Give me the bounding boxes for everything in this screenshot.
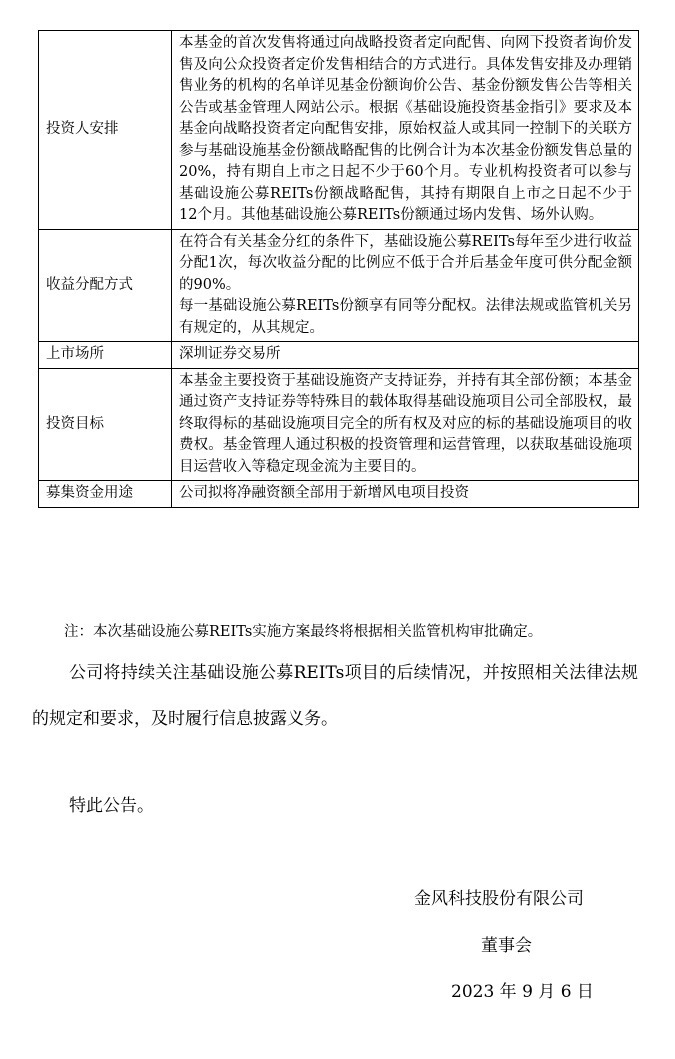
row-content [172,481,639,508]
table-row-distribution-method [39,229,639,342]
closing-statement: 特此公告。 [69,796,154,816]
row-content [172,342,639,369]
row-label: 投资目标 [39,368,172,481]
row-label: 投资人安排 [39,31,172,230]
row-label: 上市场所 [39,342,172,369]
row-content [172,229,639,342]
body-paragraph: 公司将持续关注基础设施公募REITs项目的后续情况，并按照相关法律法规的规定和要求，及时履行信息披露义务。 [32,663,638,729]
row-paragraph: 公司拟将净融资额全部用于新增风电项目投资 [179,485,469,501]
signature-company: 金风科技股份有限公司 [414,889,584,909]
row-paragraph: 深圳证券交易所 [179,346,281,362]
row-paragraph: 每一基础设施公募REITs份额享有同等分配权。法律法规或监管机关另有规定的，从其规定。 [179,298,632,336]
row-label: 收益分配方式 [39,229,172,342]
row-paragraph: 在符合有关基金分红的条件下，基础设施公募REITs每年至少进行收益分配1次，每次收益分配的比例应不低于合并后基金年度可供分配金额的90%。 [179,233,632,293]
table-row-investment-objective [39,368,639,481]
signature-board: 董事会 [481,936,532,956]
row-label: 募集资金用途 [39,481,172,508]
table-note: 注：本次基础设施公募REITs实施方案最终将根据相关监管机构审批确定。 [64,624,543,640]
row-content [172,31,639,230]
fund-info-table [38,30,639,508]
signature-date: 2023 年 9 月 6 日 [451,982,594,1002]
table-row-investor-arrangement [39,31,639,230]
row-paragraph: 本基金主要投资于基础设施资产支持证券，并持有其全部份额；本基金通过资产支持证券等特殊目的载体取得基础设施项目公司全部股权，最终取得标的基础设施项目完全的所有权及对应的标的基础设施项目的收费权。基金管理人通过积极的投资管理和运营管理，以获取基础设施项目运营收入等稳定现金流为主要目的。 [179,372,632,475]
row-content [172,368,639,481]
row-paragraph: 本基金的首次发售将通过向战略投资者定向配售、向网下投资者询价发售及向公众投资者定价发售相结合的方式进行。具体发售安排及办理销售业务的机构的名单详见基金份额询价公告、基金份额发售公告等相关公告或基金管理人网站公示。根据《基础设施投资基金指引》要求及本基金向战略投资者定向配售安排，原始权益人或其同一控制下的关联方参与基础设施基金份额战略配售的比例合计为本次基金份额发售总量的20%，持有期自上市之日起不少于60个月。专业机构投资者可以参与基础设施公募REITs份额战略配售，其持有期限自上市之日起不少于12个月。其他基础设施公募REITs份额通过场内发售、场外认购。 [179,35,632,223]
table-row-listing-venue [39,342,639,369]
table-row-use-of-proceeds [39,481,639,508]
